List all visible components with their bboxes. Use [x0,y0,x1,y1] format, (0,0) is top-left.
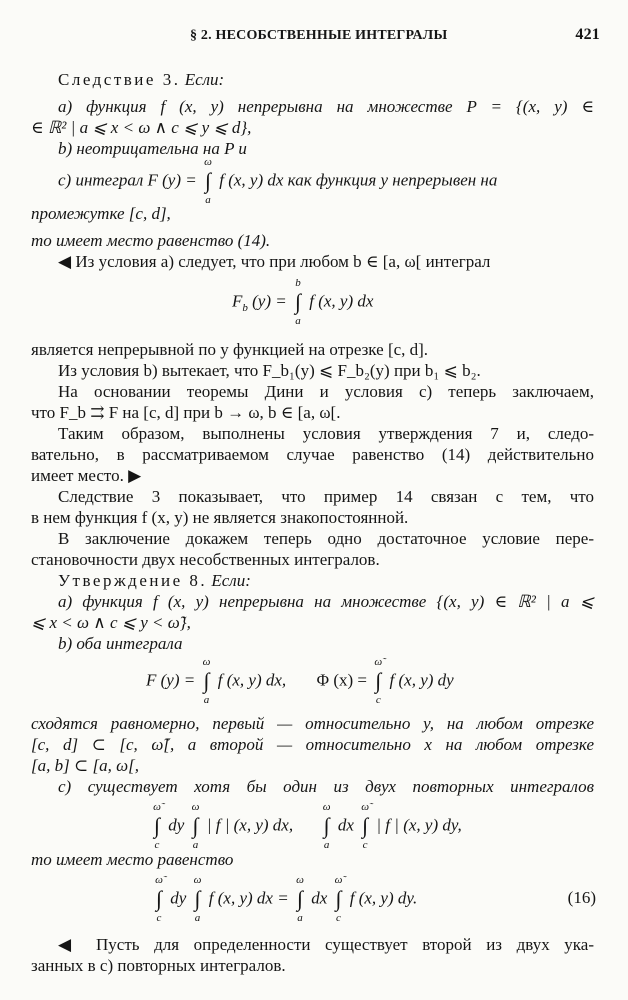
integral-sign: ω̃ ∫ c [153,801,161,851]
proof-line-3: Из условия b) вытекает, что F_b₁(y) ⩽ F_b₂(y) при b₁ ⩽ b₂. [58,361,481,380]
proof-line-1: ◀ Из условия а) следует, что при любом b ∈ [a, ω[ интеграл [58,252,491,271]
statement-conclusion: то имеет место равенство [31,850,234,869]
statement-convergence-2: [c, d] ⊂ [c, ω̃[, а второй — относительно x на любом отрезке [31,735,594,754]
corollary-conclusion: то имеет место равенство (14). [31,231,271,250]
statement-condition-c: c) существует хотя бы один из двух повторных интегралов [58,777,594,796]
statement-convergence-3: [a, b] ⊂ [a, ω[, [31,756,139,775]
statement-convergence-1: сходятся равномерно, первый — относительно y, на любом отрезке [31,714,594,733]
integral-sign: ω̃ ∫ c [361,801,370,851]
proof-line-6: Таким образом, выполнены условия утверждения 7 и, следо- [58,424,594,443]
statement-heading-line [58,571,594,591]
integral-sign: ω̃ ∫ c [155,874,163,924]
integral-sign: ω ∫ a [202,656,211,706]
integral-sign: b ∫ a [294,277,301,327]
integral-sign: ω ∫ a [193,874,202,924]
formula-F-Phi: F (y) = ω ∫ a f (x, y) dx, Φ (x) = ω̃ ∫ c f (x, y) dy [146,656,454,706]
integral-sign: ω̃ ∫ c [334,874,343,924]
final-line-2: занных в с) повторных интегралов. [31,956,286,975]
integral-sign: ω ∫ a [204,156,212,206]
statement-condition-a-2: ⩽ x < ω ∧ c ⩽ y < ω̃}, [31,613,191,632]
section-title: § 2. НЕСОБСТВЕННЫЕ ИНТЕГРАЛЫ [190,28,448,43]
final-line-1: ◀ Пусть для определенности существует второй из двух ука- [58,935,594,954]
equation-number: (16) [567,888,596,907]
formula-iterated-integrals: ω̃ ∫ c dy ω ∫ a | f | (x, y) dx, ω ∫ a dx ω̃ ∫ c | f | (x, y) dy, [150,815,462,838]
statement-condition-b: b) оба интеграла [58,634,183,653]
remark-line-1: Следствие 3 показывает, что пример 14 связан с тем, что [58,487,594,506]
statement-condition-a-1: а) функция f (x, y) непрерывна на множестве {(x, y) ∈ ℝ² | a ⩽ [58,592,594,611]
remark-line-4: становочности двух несобственных интегралов. [31,550,380,569]
corollary-condition-b: b) неотрицательна на P и [58,139,247,158]
integral-sign: ω ∫ a [296,874,304,924]
corollary-heading-line [58,70,594,90]
formula-equation-16: ω̃ ∫ c dy ω ∫ a f (x, y) dx = ω ∫ a dx ω̃ ∫ c f (x, y) dy. [152,888,417,911]
condition-c-suffix: f (x, y) dx как функция y непрерывен на [219,170,498,190]
integral-sign: ω ∫ a [322,801,331,851]
integral-sign: ω ∫ a [191,801,200,851]
page-number: 421 [575,26,600,43]
remark-line-3: В заключение докажем теперь одно достаточное условие пере- [58,529,594,548]
proof-line-4: На основании теоремы Дини и условия с) теперь заключаем, [58,382,594,401]
integral-sign: ω̃ ∫ c [374,656,383,706]
proof-line-7: вательно, в рассматриваемом случае равенство (14) действительно [31,445,594,464]
corollary-condition-c-1 [58,156,598,206]
formula-Fb: $F_b$ (y) = b ∫ a f (x, y) dx [232,277,374,327]
statement-if: Если: [211,571,251,590]
proof-line-8: имеет место. ▶ [31,466,142,485]
corollary-if: Если: [184,70,225,89]
corollary-condition-c-2: промежутке [c, d], [31,204,171,223]
proof-line-2: является непрерывной по y функцией на отрезке [c, d]. [31,340,429,359]
remark-line-2: в нем функция f (x, y) не является знакопостоянной. [31,508,409,527]
running-header [0,28,628,50]
proof-line-5: что F_b ⇉ F на [c, d] при b → ω, b ∈ [a, ω[. [31,403,341,422]
corollary-condition-a-1: а) функция f (x, y) непрерывна на множестве P = {(x, y) ∈ [58,97,594,116]
corollary-condition-a-2: ∈ ℝ² | a ⩽ x < ω ∧ c ⩽ y ⩽ d}, [31,118,252,137]
condition-c-prefix: c) интеграл F (y) = [58,170,197,190]
statement-heading: Утверждение 8. [58,571,208,590]
corollary-heading: Следствие 3. [58,70,181,89]
